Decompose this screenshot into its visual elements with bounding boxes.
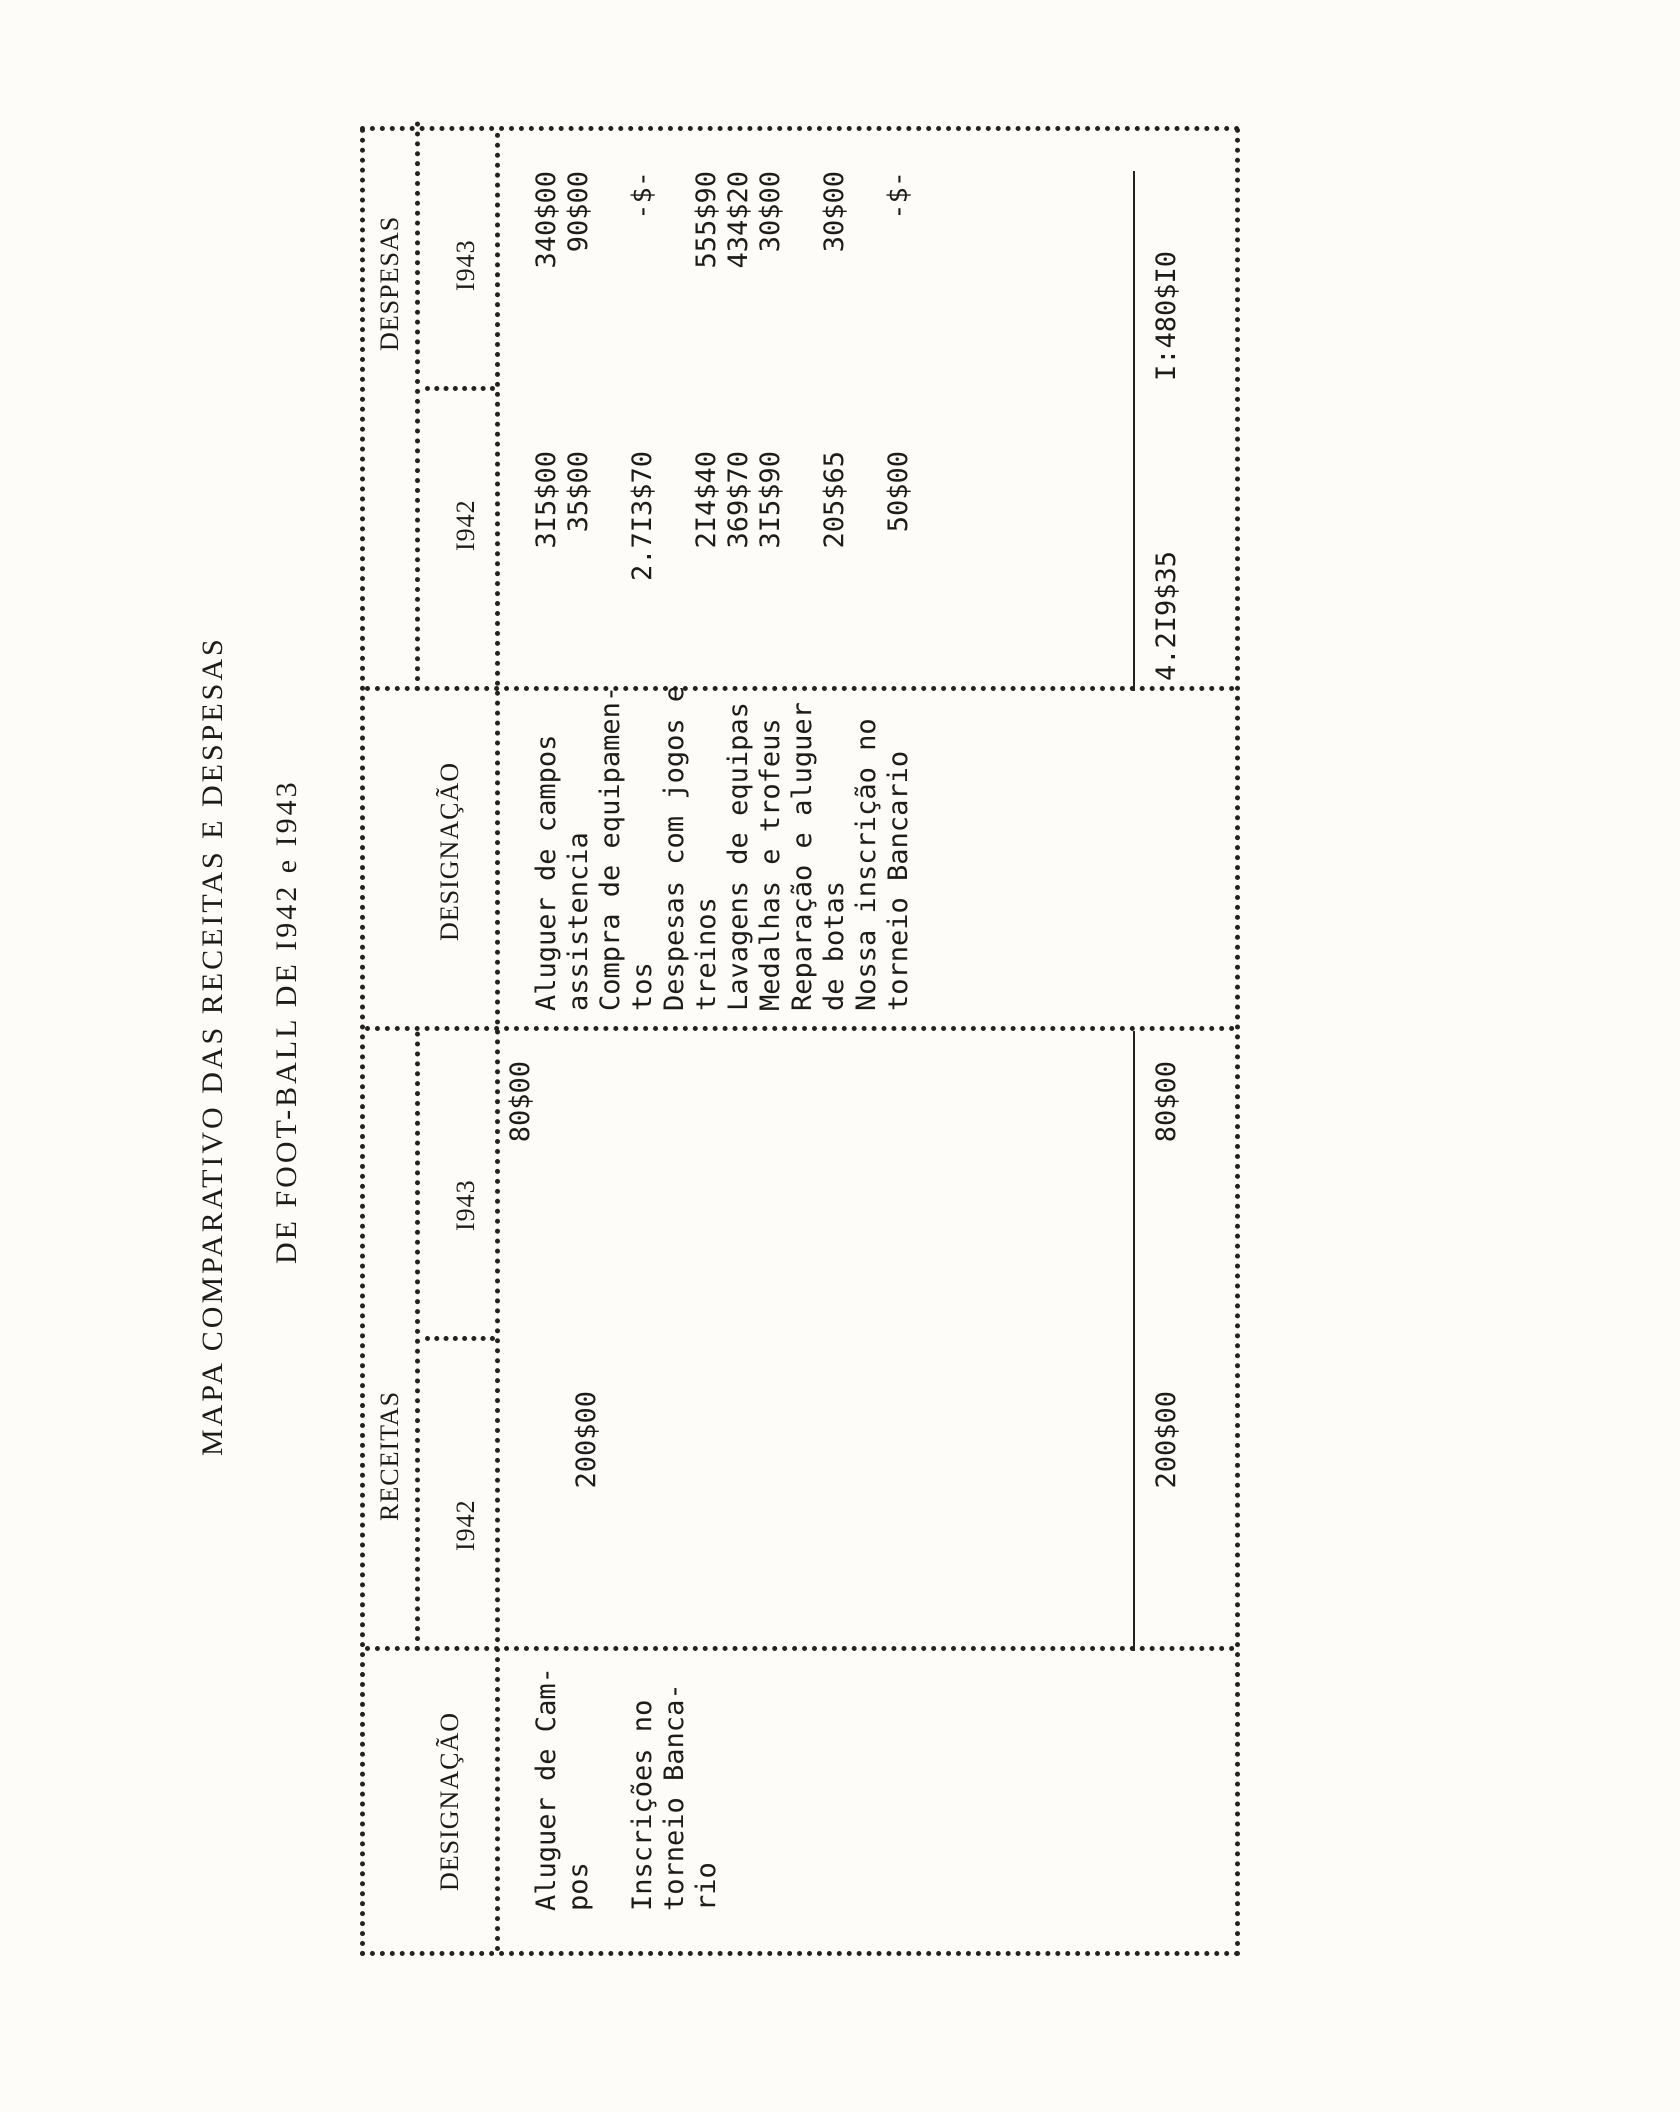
despesas-designation-header: DESIGNAÇÃO bbox=[435, 762, 464, 941]
receitas-designation-header: DESIGNAÇÃO bbox=[435, 1712, 464, 1891]
receitas-row-value-1942: 200$00 bbox=[571, 1391, 602, 1489]
receitas-total-1942: 200$00 bbox=[1151, 1391, 1182, 1489]
header-divider bbox=[415, 121, 420, 691]
receitas-total-1943: 80$00 bbox=[1151, 1061, 1182, 1143]
despesas-total-1943: I:480$I0 bbox=[1151, 250, 1182, 381]
receitas-header: RECEITAS bbox=[375, 1390, 404, 1521]
receitas-total-rule bbox=[1133, 1031, 1135, 1651]
receitas-row-value-1943: 80$00 bbox=[505, 1061, 536, 1143]
despesas-total-1942: 4.2I9$35 bbox=[1151, 550, 1182, 681]
despesas-header: DESPESAS bbox=[375, 215, 404, 351]
despesas-year-1942: I942 bbox=[451, 499, 480, 551]
year-divider bbox=[425, 386, 495, 391]
despesas-values-1942: 3I5$00 35$00 2.7I3$70 2I4$40 369$70 3I5$90 205$65 50$00 bbox=[531, 451, 914, 582]
header-rule bbox=[495, 131, 500, 1951]
document-title: MAPA COMPARATIVO DAS RECEITAS E DESPESAS bbox=[196, 636, 229, 1456]
receitas-year-1943: I943 bbox=[451, 1179, 480, 1231]
header-divider bbox=[415, 1031, 420, 1651]
receitas-year-1942: I942 bbox=[451, 1499, 480, 1551]
despesas-total-rule bbox=[1133, 171, 1135, 691]
receitas-row-label: Aluguer de Cam- pos bbox=[531, 1667, 594, 1911]
receitas-row-label: Inscrições no torneio Banca- rio bbox=[627, 1683, 722, 1911]
despesas-labels: Aluguer de campos assistencia Compra de equipamen- tos Despesas com jogos e treinos Lavagens de equipas Medalhas e trofeus Reparação e aluguer de botas Nossa inscrição no torneio Bancario bbox=[531, 685, 914, 1011]
comparison-table bbox=[360, 126, 1240, 1956]
document-subtitle: DE FOOT-BALL DE I942 e I943 bbox=[270, 779, 303, 1264]
despesas-values-1943: 340$00 90$00 -$- 555$90 434$20 30$00 30$00 -$- bbox=[531, 171, 914, 269]
year-divider bbox=[425, 1336, 495, 1341]
despesas-year-1943: I943 bbox=[451, 239, 480, 291]
